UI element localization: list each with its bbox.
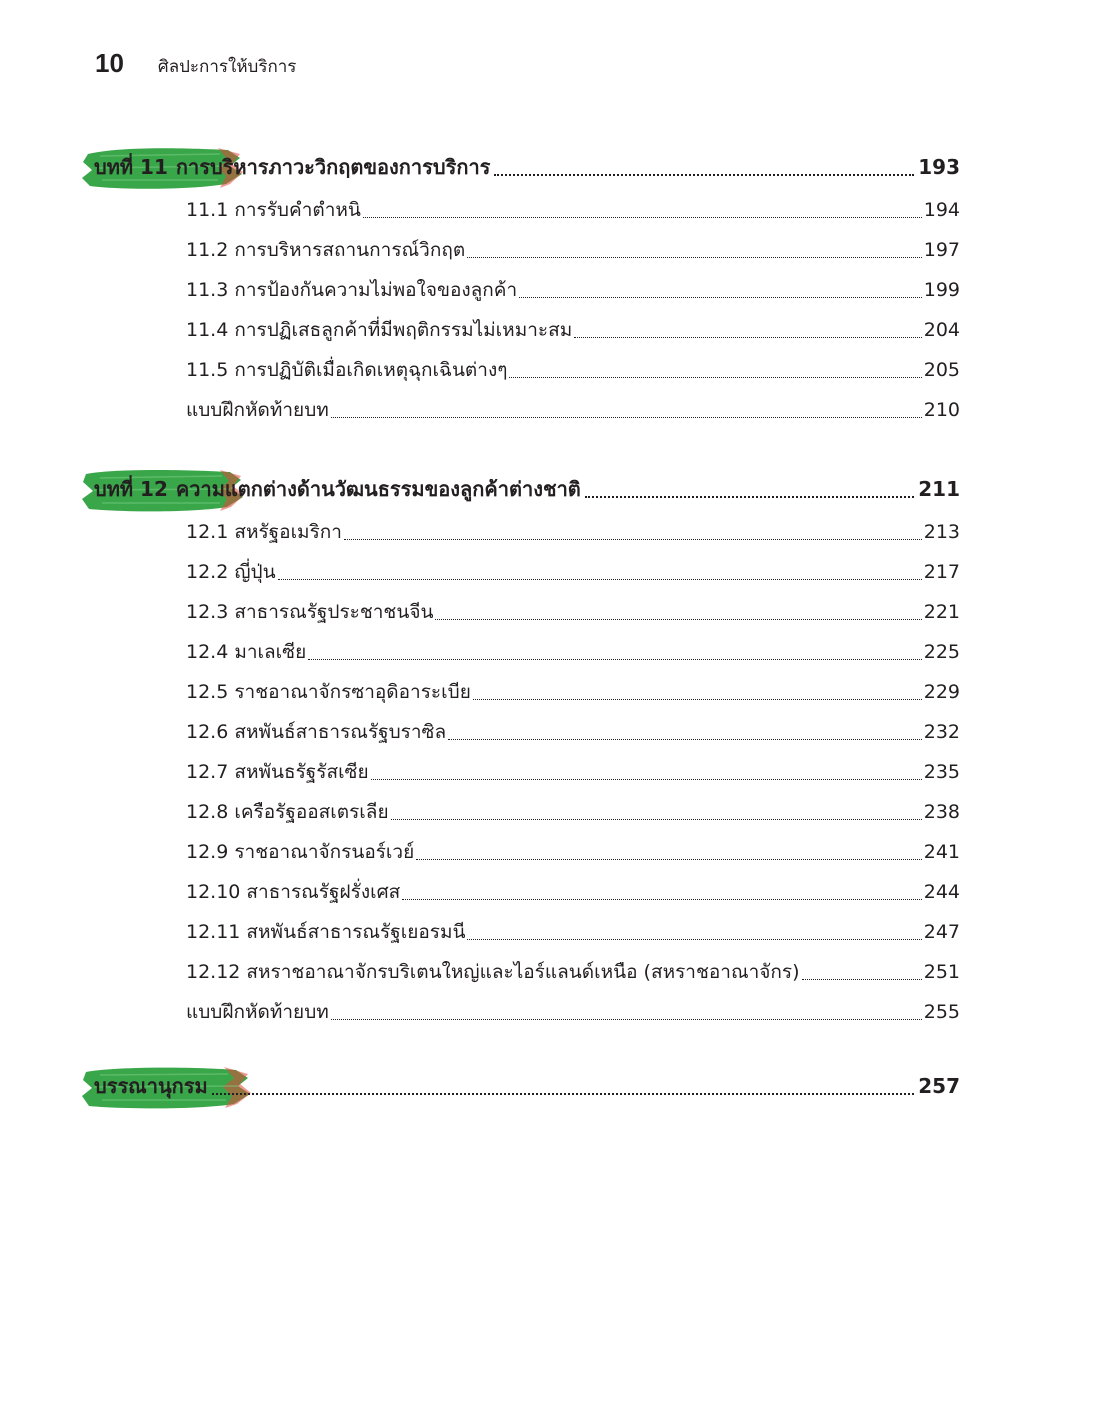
toc-entry-page: 213	[923, 521, 960, 543]
chapter-12-heading	[80, 466, 960, 512]
page-number: 10	[95, 48, 124, 78]
toc-entry-title: 12.11 สหพันธ์สาธารณรัฐเยอรมนี	[186, 921, 466, 943]
chapter-11-heading	[80, 144, 960, 190]
toc-entry[interactable]	[186, 832, 960, 872]
toc-entry-title: 12.5 ราชอาณาจักรซาอุดิอาระเบีย	[186, 681, 471, 703]
toc-entry[interactable]	[186, 792, 960, 832]
toc-entry[interactable]	[186, 952, 960, 992]
toc-entry[interactable]	[186, 672, 960, 712]
chapter-label: บทที่ 11	[94, 155, 168, 179]
toc-entry-page: 238	[923, 801, 960, 823]
toc-entry-page: 217	[923, 561, 960, 583]
toc-entry-page: 197	[923, 239, 960, 261]
dot-leader	[509, 377, 921, 378]
bibliography-section	[80, 1063, 960, 1109]
dot-leader	[331, 417, 922, 418]
toc-entry-page: 241	[923, 841, 960, 863]
toc-entry-page: 235	[923, 761, 960, 783]
dot-leader	[371, 779, 922, 780]
toc-entry-page: 194	[923, 199, 960, 221]
dot-leader	[391, 819, 922, 820]
toc-entry[interactable]	[186, 712, 960, 752]
toc-entry-page: 225	[923, 641, 960, 663]
toc-entry-title: 12.6 สหพันธ์สาธารณรัฐบราซิล	[186, 721, 447, 743]
dot-leader	[416, 859, 922, 860]
dot-leader	[585, 496, 914, 498]
bibliography-label[interactable]: บรรณานุกรม	[94, 1074, 208, 1098]
dot-leader	[331, 1019, 922, 1020]
toc-entry[interactable]	[186, 992, 960, 1032]
toc-entry-title: 12.12 สหราชอาณาจักรบริเตนใหญ่และไอร์แลนด์เหนือ (สหราชอาณาจักร)	[186, 961, 800, 983]
dot-leader	[519, 297, 922, 298]
chapter-12-entries	[80, 512, 960, 1032]
dot-leader	[574, 337, 922, 338]
chapter-page-number: 211	[918, 477, 960, 501]
toc-entry-page: 244	[923, 881, 960, 903]
toc-entry[interactable]	[186, 512, 960, 552]
bibliography-heading	[80, 1063, 960, 1109]
toc-entry[interactable]	[186, 632, 960, 672]
toc-entry-title: แบบฝึกหัดท้ายบท	[186, 1001, 329, 1023]
toc-entry-title: 11.3 การป้องกันความไม่พอใจของลูกค้า	[186, 279, 518, 301]
toc-entry[interactable]	[186, 270, 960, 310]
dot-leader	[467, 257, 922, 258]
toc-entry-title: 12.10 สาธารณรัฐฝรั่งเศส	[186, 881, 401, 903]
chapter-title[interactable]: การบริหารภาวะวิกฤตของการบริการ	[175, 155, 491, 179]
toc-entry[interactable]	[186, 752, 960, 792]
chapter-title[interactable]: ความแตกต่างด้านวัฒนธรรมของลูกค้าต่างชาติ	[175, 477, 581, 501]
chapter-label: บทที่ 12	[94, 477, 168, 501]
toc-entry-page: 204	[923, 319, 960, 341]
bibliography-page-number: 257	[918, 1074, 960, 1098]
dot-leader	[802, 979, 922, 980]
dot-leader	[467, 939, 921, 940]
dot-leader	[448, 739, 922, 740]
toc-entry-title: แบบฝึกหัดท้ายบท	[186, 399, 329, 421]
toc-entry-page: 199	[923, 279, 960, 301]
dot-leader	[278, 579, 922, 580]
toc-entry-page: 221	[923, 601, 960, 623]
toc-entry[interactable]	[186, 552, 960, 592]
toc-entry-title: 12.1 สหรัฐอเมริกา	[186, 521, 342, 543]
toc-entry-page: 229	[923, 681, 960, 703]
toc-entry-page: 251	[923, 961, 960, 983]
toc-entry[interactable]	[186, 350, 960, 390]
chapter-12-section	[80, 466, 960, 1032]
toc-entry-page: 210	[923, 399, 960, 421]
toc-entry-title: 11.1 การรับคำตำหนิ	[186, 199, 361, 221]
dot-leader	[435, 619, 921, 620]
toc-entry-title: 11.4 การปฏิเสธลูกค้าที่มีพฤติกรรมไม่เหมาะสม	[186, 319, 573, 341]
dot-leader	[494, 174, 914, 176]
toc-entry[interactable]	[186, 310, 960, 350]
dot-leader	[402, 899, 921, 900]
dot-leader	[363, 217, 922, 218]
dot-leader	[344, 539, 922, 540]
toc-entry-title: 12.4 มาเลเซีย	[186, 641, 307, 663]
toc-entry-title: 12.2 ญี่ปุ่น	[186, 561, 276, 583]
toc-entry-page: 247	[923, 921, 960, 943]
dot-leader	[473, 699, 922, 700]
toc-entry[interactable]	[186, 912, 960, 952]
toc-entry-page: 205	[923, 359, 960, 381]
chapter-11-entries	[80, 190, 960, 430]
toc-entry-page: 232	[923, 721, 960, 743]
toc-entry[interactable]	[186, 592, 960, 632]
toc-entry-title: 11.2 การบริหารสถานการณ์วิกฤต	[186, 239, 466, 261]
toc-entry[interactable]	[186, 230, 960, 270]
dot-leader	[212, 1093, 915, 1095]
chapter-11-section	[80, 144, 960, 430]
toc-entry-page: 255	[923, 1001, 960, 1023]
toc-entry[interactable]	[186, 190, 960, 230]
toc-entry-title: 12.9 ราชอาณาจักรนอร์เวย์	[186, 841, 415, 863]
toc-entry[interactable]	[186, 872, 960, 912]
toc-entry-title: 12.3 สาธารณรัฐประชาชนจีน	[186, 601, 434, 623]
running-header	[95, 48, 296, 82]
toc-entry-title: 12.8 เครือรัฐออสเตรเลีย	[186, 801, 389, 823]
toc-entry-title: 11.5 การปฏิบัติเมื่อเกิดเหตุฉุกเฉินต่างๆ	[186, 359, 508, 381]
chapter-page-number: 193	[918, 155, 960, 179]
book-title: ศิลปะการให้บริการ	[157, 57, 297, 77]
dot-leader	[308, 659, 922, 660]
toc-entry[interactable]	[186, 390, 960, 430]
toc-entry-title: 12.7 สหพันธรัฐรัสเซีย	[186, 761, 369, 783]
